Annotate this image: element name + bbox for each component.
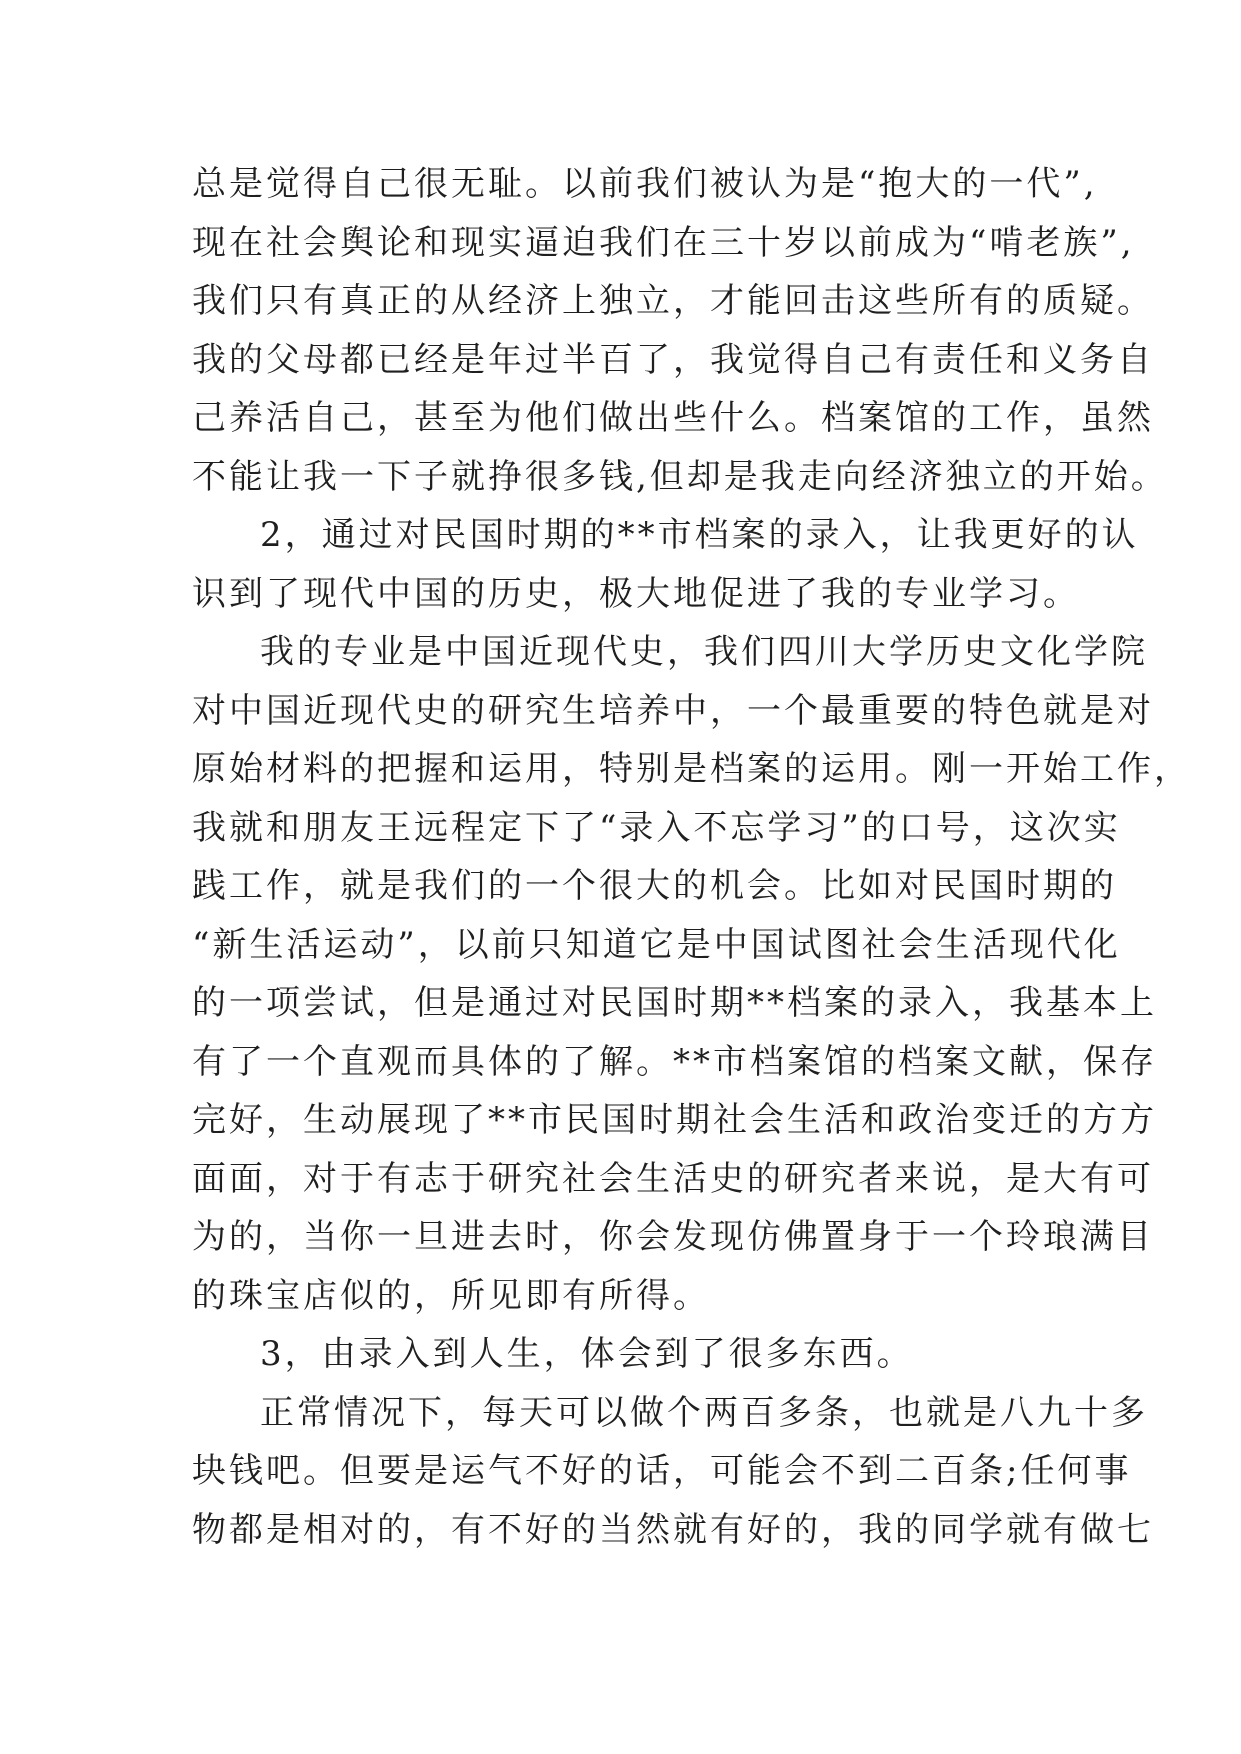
- text-line: 块钱吧。但要是运气不好的话，可能会不到二百条;任何事: [192, 1451, 1132, 1491]
- text-line: 现在社会舆论和现实逼迫我们在三十岁以前成为“啃老族”,: [192, 222, 1135, 263]
- paragraph-start: 正常情况下，每天可以做个两百多条，也就是八九十多: [260, 1392, 1148, 1433]
- text-line: 完好，生动展现了**市民国时期社会生活和政治变迁的方方: [192, 1100, 1157, 1140]
- text-line: 原始材料的把握和运用，特别是档案的运用。刚一开始工作，: [192, 749, 1191, 789]
- text-line: 物都是相对的，有不好的当然就有好的，我的同学就有做七: [192, 1509, 1154, 1550]
- text-line: 对中国近现代史的研究生培养中，一个最重要的特色就是对: [192, 690, 1154, 731]
- text-line: 有了一个直观而具体的了解。**市档案馆的档案文献，保存: [192, 1041, 1157, 1082]
- text-line: 不能让我一下子就挣很多钱,但却是我走向经济独立的开始。: [192, 456, 1168, 497]
- paragraph-start: 我的专业是中国近现代史，我们四川大学历史文化学院: [260, 632, 1148, 672]
- paragraph-heading-2: 2，通过对民国时期的**市档案的录入，让我更好的认: [260, 515, 1139, 555]
- text-line: 面面，对于有志于研究社会生活史的研究者来说，是大有可: [192, 1158, 1154, 1199]
- text-line: 的珠宝店似的，所见即有所得。: [192, 1275, 710, 1316]
- text-line: 我的父母都已经是年过半百了，我觉得自己有责任和义务自: [192, 339, 1154, 380]
- document-body: [192, 155, 1191, 1559]
- text-line: 识到了现代中国的历史，极大地促进了我的专业学习。: [192, 573, 1080, 614]
- text-line: 为的，当你一旦进去时，你会发现仿佛置身于一个玲琅满目: [192, 1217, 1154, 1257]
- text-line: 我们只有真正的从经济上独立，才能回击这些所有的质疑。: [192, 281, 1154, 321]
- paragraph-heading-3: 3，由录入到人生，体会到了很多东西。: [260, 1334, 914, 1374]
- text-line: 我就和朋友王远程定下了“录入不忘学习”的口号，这次实: [192, 807, 1121, 848]
- text-line: 己养活自己，甚至为他们做出些什么。档案馆的工作，虽然: [192, 398, 1154, 438]
- text-line: 的一项尝试，但是通过对民国时期**档案的录入，我基本上: [192, 983, 1157, 1023]
- text-line: “新生活运动”，以前只知道它是中国试图社会生活现代化: [192, 924, 1121, 965]
- text-line: 总是觉得自己很无耻。以前我们被认为是“抱大的一代”,: [192, 164, 1098, 204]
- text-line: 践工作，就是我们的一个很大的机会。比如对民国时期的: [192, 866, 1117, 906]
